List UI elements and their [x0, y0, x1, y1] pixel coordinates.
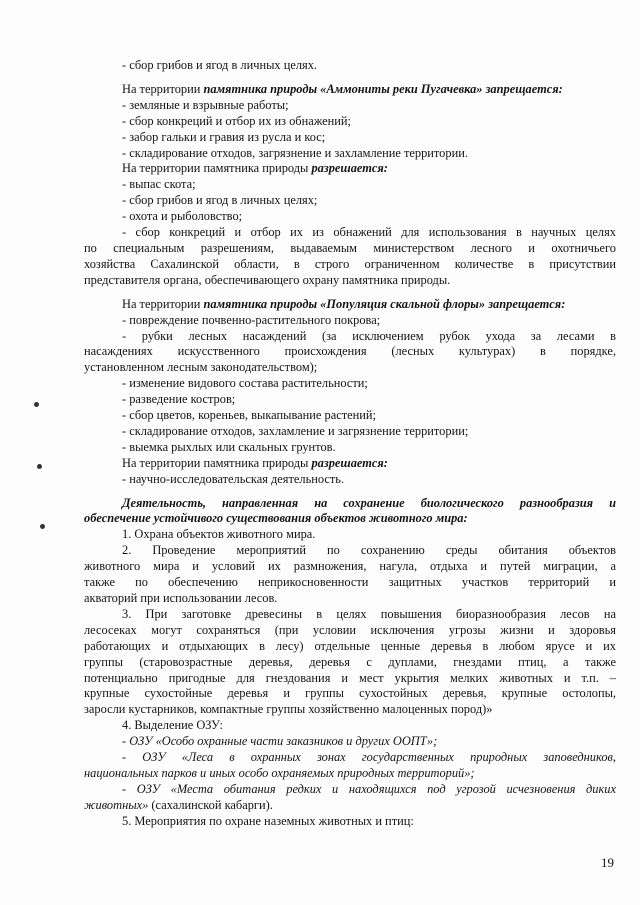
text-line: - складирование отходов, захламление и загрязнение территории;: [122, 423, 469, 438]
margin-mark: [37, 464, 42, 469]
text-line: - сбор цветов, кореньев, выкапывание растений;: [122, 408, 376, 423]
document-body: [84, 58, 616, 830]
text-line: представителя органа, обеспечивающего охрану памятника природы.: [84, 272, 451, 287]
text-line: заросли кустарников, компактные группы хозяйственно малоценных пород)»: [84, 702, 493, 717]
text-line: работающих и отдыхающих в лесу) отдельные ценные деревья в любом ярусе и их: [84, 638, 616, 653]
text-line: На территории памятника природы «Популяция скальной флоры» запрещается:: [122, 296, 566, 311]
text-line: крупные сухостойные деревья и группы сухостойных деревья, крупные остолопы,: [84, 686, 616, 701]
text-line: На территории памятника природы разрешается:: [122, 161, 388, 176]
text-line: - изменение видового состава растительности;: [122, 376, 368, 391]
page-number: 19: [601, 855, 614, 870]
text-line: - сбор грибов и ягод в личных целях.: [122, 58, 318, 72]
margin-mark: [40, 524, 45, 529]
text-line: - выпас скота;: [122, 177, 196, 192]
text-line: 1. Охрана объектов животного мира.: [122, 527, 316, 542]
text-line: - охота и рыболовство;: [122, 209, 243, 224]
margin-mark: [34, 402, 39, 407]
text-line: - ОЗУ «Места обитания редких и находящихся под угрозой исчезновения диких: [122, 781, 616, 796]
text-line: 4. Выделение ОЗУ:: [122, 718, 223, 733]
text-line: потенциально пригодные для гнездования и мест укрытия мелких животных и т.п. –: [84, 670, 616, 685]
section-heading: Деятельность, направленная на сохранение биологического разнообразия и: [122, 495, 616, 510]
text-line: - складирование отходов, загрязнение и захламление территории.: [122, 145, 468, 160]
text-line: - разведение костров;: [122, 392, 236, 407]
text-line: установленном лесным законодательством);: [84, 360, 318, 375]
text-line: - ОЗУ «Особо охранные части заказников и других ООПТ»;: [122, 734, 438, 749]
text-line: по специальным разрешениям, выдаваемым министерством лесного и охотничьего: [84, 240, 616, 255]
text-line: - повреждение почвенно-растительного покрова;: [122, 312, 381, 327]
text-line: животных» (сахалинской кабарги).: [84, 797, 273, 812]
text-line: - научно-исследовательская деятельность.: [122, 471, 345, 486]
text-line: - выемка рыхлых или скальных грунтов.: [122, 439, 336, 454]
text-line: также по обеспечению неприкосновенности защитных участков территорий и: [84, 575, 616, 590]
text-line: - сбор конкреций и отбор их из обнажений для использования в научных целях: [122, 225, 616, 240]
text-line: хозяйства Сахалинской области, в строго ограниченном количестве в присутствии: [84, 256, 616, 271]
text-line: - земляные и взрывные работы;: [122, 97, 289, 112]
text-line: На территории памятника природы «Аммониты реки Пугачевка» запрещается:: [122, 81, 563, 96]
text-line: На территории памятника природы разрешается:: [122, 455, 388, 470]
text-line: акваторий при использовании лесов.: [84, 591, 278, 605]
text-line: 5. Мероприятия по охране наземных животных и птиц:: [122, 813, 414, 828]
section-heading: обеспечение устойчивого существования объектов животного мира:: [84, 511, 468, 526]
text-line: - рубки лесных насаждений (за исключением рубок ухода за лесами в: [122, 328, 616, 343]
text-line: 3. При заготовке древесины в целях повышения биоразнообразия лесов на: [122, 606, 616, 621]
text-line: лесосеках могут сохраняться (при условии исключения угрозы жизни и здоровья: [84, 622, 616, 637]
text-line: - сбор конкреций и отбор их из обнажений;: [122, 113, 351, 128]
text-line: национальных парков и иных особо охраняемых природных территорий»;: [84, 765, 475, 780]
text-line: группы (старовозрастные деревья, деревья с дуплами, гнездами птиц, а также: [84, 654, 616, 669]
text-line: 2. Проведение мероприятий по сохранению среды обитания объектов: [122, 543, 616, 558]
text-line: - сбор грибов и ягод в личных целях;: [122, 193, 318, 208]
text-line: животного мира и условий их размножения, нагула, отдыха и путей миграции, а: [84, 559, 616, 574]
text-line: - ОЗУ «Леса в охранных зонах государственных природных заповедников,: [122, 750, 616, 765]
text-line: насаждениях искусственного происхождения (лесных культурах) в порядке,: [84, 344, 616, 359]
text-line: - забор гальки и гравия из русла и кос;: [122, 129, 326, 144]
